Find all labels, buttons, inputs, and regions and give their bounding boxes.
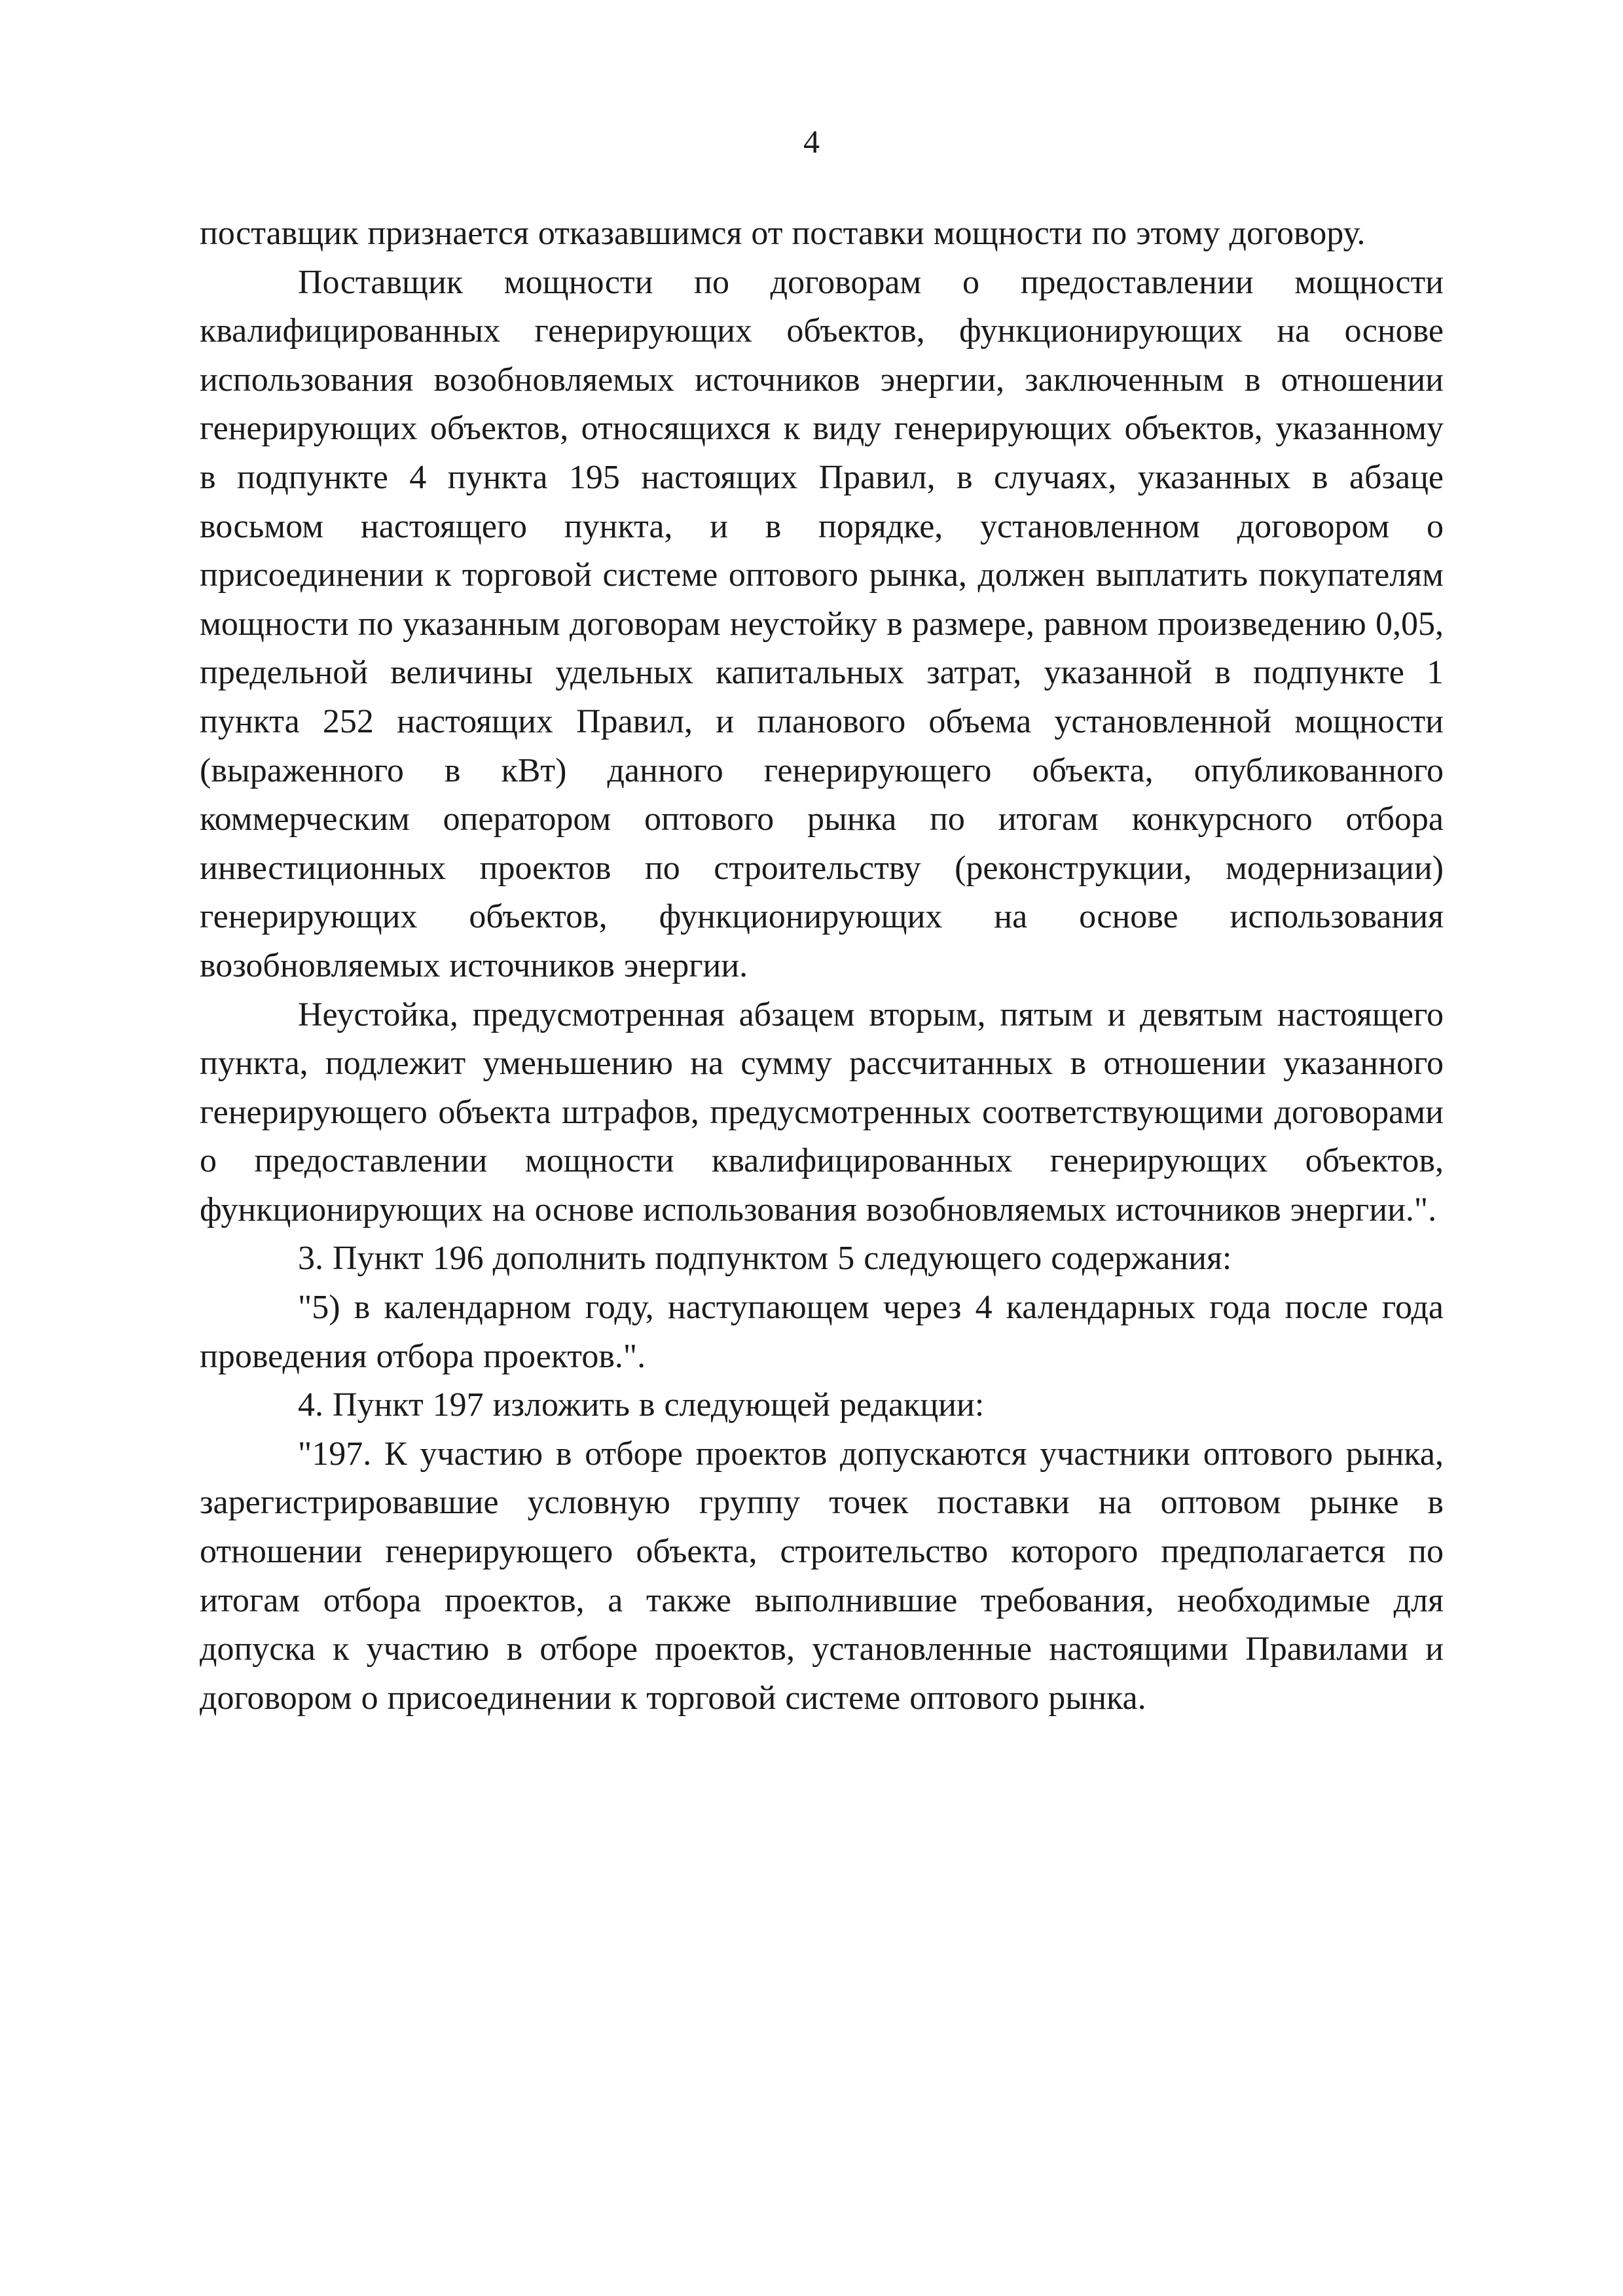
paragraph-item-3: 3. Пункт 196 дополнить подпунктом 5 следующего содержания: [298,1240,1232,1278]
paragraph-continuation: поставщик признается отказавшимся от поставки мощности по этому договору. [200,215,1366,252]
page-number: 4 [803,123,820,160]
paragraph-item-197: "197. К участию в отборе проектов допускаются участники оптового рынка, зарегистрировавшие условную группу точек поставки на оптовом рынке в отношении генерирующего объекта, строительство которого предполагается по итогам отбора проектов, а также выполнившие требования, необходимые для допуска к участию в отборе проектов, установленные настоящими Правилами и договором о присоединении к торговой системе оптового рынка. [200,1435,1444,1717]
paragraph-penalty-supplier: Поставщик мощности по договорам о предоставлении мощности квалифицированных генерирующих объектов, функционирующих на основе использования возобновляемых источников энергии, заключенным в отношении генерирующих объектов, относящихся к виду генерирующих объектов, указанному в подпункте 4 пункта 195 настоящих Правил, в случаях, указанных в абзаце восьмом настоящего пункта, и в порядке, установленном договором о присоединении к торговой системе оптового рынка, должен выплатить покупателям мощности по указанным договорам неустойку в размере, равном произведению 0,05, предельной величины удельных капитальных затрат, указанной в подпункте 1 пункта 252 настоящих Правил, и планового объема установленной мощности (выраженного в кВт) данного генерирующего объекта, опубликованного коммерческим оператором оптового рынка по итогам конкурсного отбора инвестиционных проектов по строительству (реконструкции, модернизации) генерирующих объектов, функционирующих на основе использования возобновляемых источников энергии. [200,263,1444,984]
paragraph-subitem-5: "5) в календарном году, наступающем через 4 календарных года после года проведения отбора проектов.". [200,1289,1444,1375]
paragraph-item-4: 4. Пункт 197 изложить в следующей редакции: [298,1386,985,1424]
document-body [200,209,1444,1723]
paragraph-penalty-reduction: Неустойка, предусмотренная абзацем вторым, пятым и девятым настоящего пункта, подлежит уменьшению на сумму рассчитанных в отношении указанного генерирующего объекта штрафов, предусмотренных соответствующими договорами о предоставлении мощности квалифицированных генерирующих объектов, функционирующих на основе использования возобновляемых источников энергии.". [200,996,1444,1229]
